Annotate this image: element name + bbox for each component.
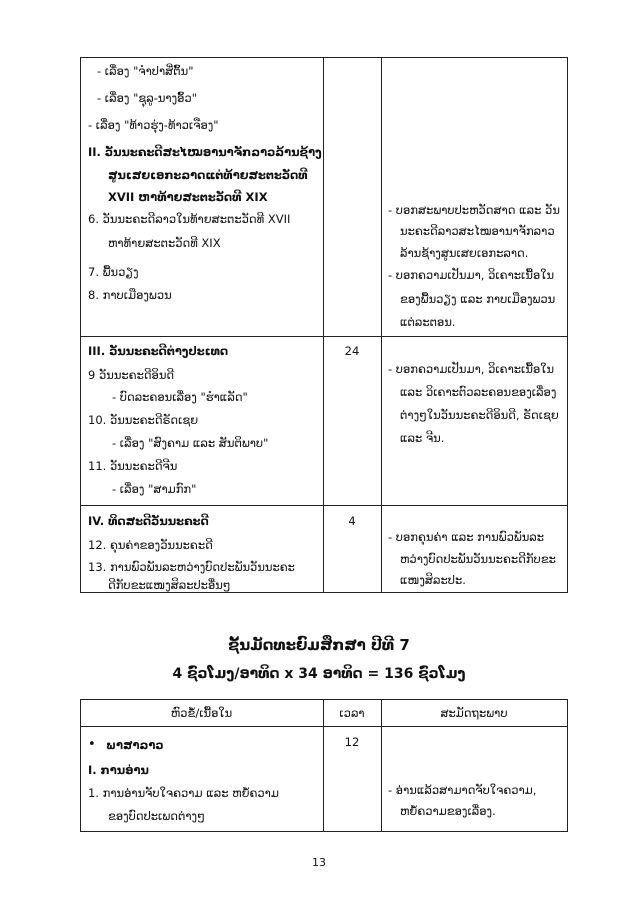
section-heading-continued: ສູນເສຍເອກະລາດແຕ່ທ້າຍສະຕະວັດທີ: [108, 168, 308, 182]
table1-bottom-border: [80, 592, 568, 593]
objective-line: ຫວ່າງບົດປະພັນວັນນະຄະດີກັບຂະ: [400, 552, 556, 566]
column-header-content: ຫົວຂໍ້/ເນື້ອໃນ: [170, 706, 233, 720]
topic-item: 6. ວັນນະຄະດີລາວໃນທ້າຍສະຕະວັດທີ XVII: [88, 212, 291, 226]
table1-right-border: [567, 57, 568, 593]
objective-line: - ອ່ານແລ້ວສາມາດຈັບໃຈຄວາມ,: [388, 783, 537, 797]
column-header-hours: ເວລາ: [339, 706, 365, 720]
section-heading: I. ການອ່ານ: [88, 763, 149, 777]
table1-row-divider-2: [80, 505, 568, 506]
hours-value: 24: [344, 344, 360, 358]
objective-line: ຂອງພື້ນວຽງ ແລະ ກາບເມືອງພວນ: [400, 292, 556, 306]
section-subtitle: 4 ຊົ່ວໂມງ/ອາທິດ x 34 ອາທິດ = 136 ຊົ່ວໂມງ: [172, 666, 466, 682]
table1-top-border: [80, 57, 568, 58]
story-item: - ເລື່ອງ "ຊຸລູ-ນາງອົ້ວ": [97, 91, 197, 105]
objective-line: ແລະ ຈີນ.: [400, 431, 445, 445]
story-item: - ບົດລະຄອນເລື່ອງ "ຮຳແລັດ": [112, 390, 248, 404]
table2-header-divider: [80, 726, 568, 727]
topic-item: 9 ວັນນະຄະດີອິນດີ: [88, 368, 175, 382]
table1-left-border: [80, 57, 81, 593]
objective-line: ຫຍໍ້ຄວາມຂອງເລື່ອງ.: [400, 804, 496, 818]
page-number: 13: [312, 856, 326, 869]
subject-heading: ພາສາລາວ: [106, 738, 164, 752]
story-item: - ເລື່ອງ "ສາມກົກ": [112, 482, 197, 496]
column-header-objectives: ສະມັດຖະພາບ: [440, 706, 508, 720]
table2-top-border: [80, 699, 568, 700]
topic-item: 8. ກາບເມືອງພວນ: [88, 288, 172, 302]
section-heading: II. ວັນນະຄະດີສະໄໝອານາຈັກລາວລ້ານຊ້າງ: [88, 145, 322, 159]
objective-line: ຕ່າງໆໃນວັນນະຄະດີອິນດີ, ຣັດເຊຍ: [400, 408, 559, 422]
hours-value: 12: [344, 735, 360, 749]
topic-item-continued: ດີກັບຂະແໜງສິລະປະອື່ນໆ: [108, 578, 231, 592]
topic-item-continued: ຫາທ້າຍສະຕະວັດທີ XIX: [108, 236, 221, 250]
bullet-icon: •: [88, 737, 96, 752]
objective-line: ນະຄະດີລາວສະໄໝອານາຈັກລາວ: [400, 224, 555, 238]
table2-right-border: [567, 699, 568, 832]
section-title: ຊັ້ນມັດທະຍົມສຶກສາ ປີທີ 7: [228, 636, 410, 654]
objective-line: - ບອກຄວາມເປັນມາ, ວິເຄາະເນື້ອໃນ: [388, 268, 555, 282]
objective-line: - ບອກສະພາບປະຫວັດສາດ ແລະ ວັນ: [388, 203, 560, 217]
table1-col-divider-2: [381, 57, 382, 593]
topic-item: 7. ພື້ນວຽງ: [88, 265, 139, 279]
topic-item: 11. ວັນນະຄະດີຈີນ: [88, 459, 178, 473]
objective-line: ລ້ານຊ້າງສູນເສຍເອກະລາດ.: [400, 246, 529, 260]
table1-row-divider-1: [80, 336, 568, 337]
story-item: - ເລື່ອງ "ຈຳປາສີ່ຕົ້ນ": [97, 64, 194, 78]
section-heading: IV. ທິດສະດີວັນນະຄະດີ: [88, 514, 209, 528]
objective-line: - ບອກຄຸນຄ່າ ແລະ ການພົວພັນລະ: [388, 530, 545, 544]
topic-item-continued: ຂອງບົດປະເພດຕ່າງໆ: [108, 809, 205, 823]
section-heading-continued: XVII ຫາທ້າຍສະຕະວັດທີ XIX: [108, 190, 268, 204]
objective-line: ແລະ ວິເຄາະຕົວລະຄອນຂອງເລື່ອງ: [400, 385, 557, 399]
section-heading: III. ວັນນະຄະດີຕ່າງປະເທດ: [88, 344, 229, 358]
topic-item: 12. ຄຸນຄ່າຂອງວັນນະຄະດີ: [88, 538, 213, 552]
story-item: - ເລື່ອງ "ສົງຄາມ ແລະ ສັນຕິພາບ": [112, 436, 269, 450]
table1-col-divider-1: [323, 57, 324, 593]
hours-value: 4: [348, 514, 356, 528]
topic-item: 10. ວັນນະຄະດີຣັດເຊຍ: [88, 413, 199, 427]
topic-item: 13. ການພົວພັນລະຫວ່າງບົດປະພັນວັນນະຄະ: [88, 560, 295, 574]
table2-bottom-border: [80, 831, 568, 832]
objective-line: ແຕ່ລະຕອນ.: [400, 315, 456, 329]
story-item: - ເລື່ອງ "ທ້າວຮຸ່ງ-ທ້າວເຈືອງ": [88, 118, 219, 132]
objective-line: - ບອກຄວາມເປັນມາ, ວິເຄາະເນື້ອໃນ: [388, 362, 555, 376]
objective-line: ແໜງສິລະປະ.: [400, 573, 466, 587]
topic-item: 1. ການອ່ານຈັບໃຈຄວາມ ແລະ ຫຍໍ້ຄວາມ: [88, 786, 279, 800]
